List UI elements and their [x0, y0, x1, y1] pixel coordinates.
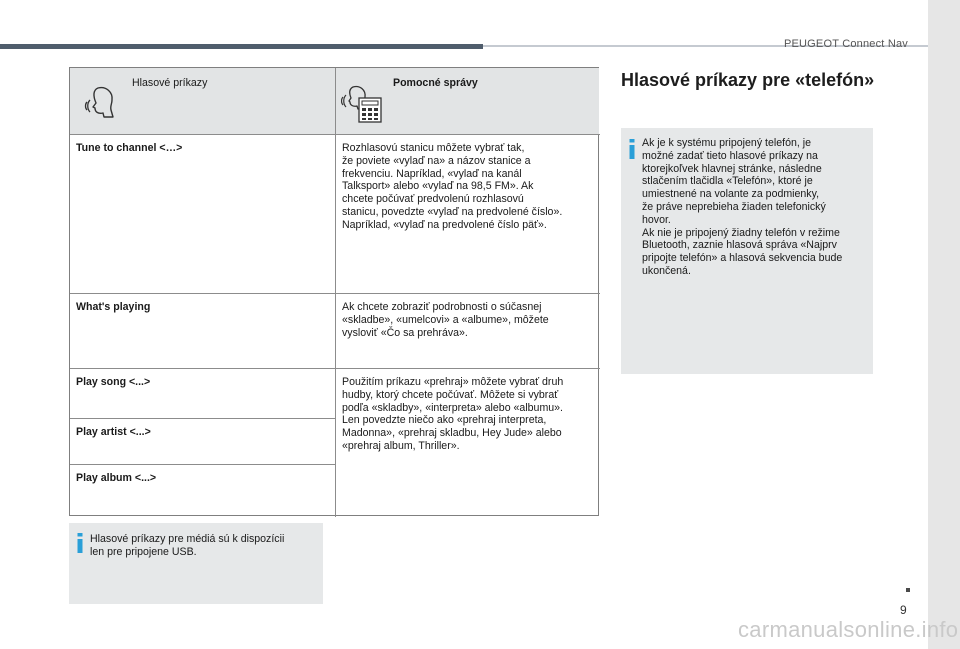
row-divider [70, 418, 335, 419]
watermark: carmanualsonline.info [738, 617, 959, 642]
page-number: 9 [900, 603, 907, 617]
page-marker-dot [906, 588, 910, 592]
row-divider [70, 134, 600, 135]
command-play-song: Play song <...> [76, 376, 151, 388]
command-play-album: Play album <...> [76, 472, 157, 484]
phone-note-text: Ak je k systému pripojený telefón, je možné zadať tieto hlasové príkazy na ktorejkoľvek hlavnej stránke, následne stlačením tlačidla «Telefón», ktoré je umiestnené na volante za podmienky, že práve neprebieha žiaden telefonický hovor. Ak nie je pripojený žiadny telefón v režime Bluetooth, zaznie hlasová správa «Najprv pripojte telefón» a hlasová sekvencia bude ukončená. [642, 137, 843, 277]
row-divider [70, 464, 335, 465]
info-icon [629, 139, 635, 163]
section-title: Hlasové príkazy pre «telefón» [621, 70, 875, 90]
page-edge-strip [928, 0, 960, 649]
usb-note-box [69, 523, 323, 604]
header-messages-label: Pomocné správy [393, 77, 478, 89]
speaking-head-icon [84, 84, 118, 124]
table-header-commands [70, 68, 335, 134]
description-play-media: Použitím príkazu «prehraj» môžete vybrať druh hudby, ktorý chcete počúvať. Môžete si vybrať podľa «skladby», «interpreta» alebo «albumu». Len povedzte niečo ako «prehraj interpreta, Madonna», «prehraj skladbu, Hey Jude» alebo «prehraj album, Thriller». [342, 376, 564, 452]
header-rule-dark [0, 44, 483, 49]
command-tune-to-channel: Tune to channel <…> [76, 142, 183, 154]
command-whats-playing: What's playing [76, 301, 151, 313]
header-brand: PEUGEOT Connect Nav [783, 38, 908, 50]
command-play-artist: Play artist <...> [76, 426, 151, 438]
row-divider [70, 368, 600, 369]
description-whats-playing: Ak chcete zobraziť podrobnosti o súčasnej «skladbe», «umelcovi» a «albume», môžete vysloviť «Čo sa prehráva». [342, 301, 549, 339]
speaking-head-keypad-icon [341, 84, 383, 128]
table-header-messages [335, 68, 599, 134]
info-icon [77, 533, 83, 557]
header-commands-label: Hlasové príkazy [132, 77, 208, 89]
usb-note-text: Hlasové príkazy pre médiá sú k dispozícii len pre pripojene USB. [90, 533, 285, 558]
voice-commands-table [69, 67, 599, 516]
phone-note-box [621, 128, 873, 374]
description-tune-to-channel: Rozhlasovú stanicu môžete vybrať tak, že poviete «vylaď na» a názov stanice a frekvenciu. Napríklad, «vylaď na kanál Talksport» alebo «vylaď na 98,5 FM». Ak chcete počúvať predvolenú rozhlasovú stanicu, povedzte «vylaď na predvolené číslo». Napríklad, «vylaď na predvolené číslo päť». [342, 142, 563, 231]
row-divider [70, 293, 600, 294]
